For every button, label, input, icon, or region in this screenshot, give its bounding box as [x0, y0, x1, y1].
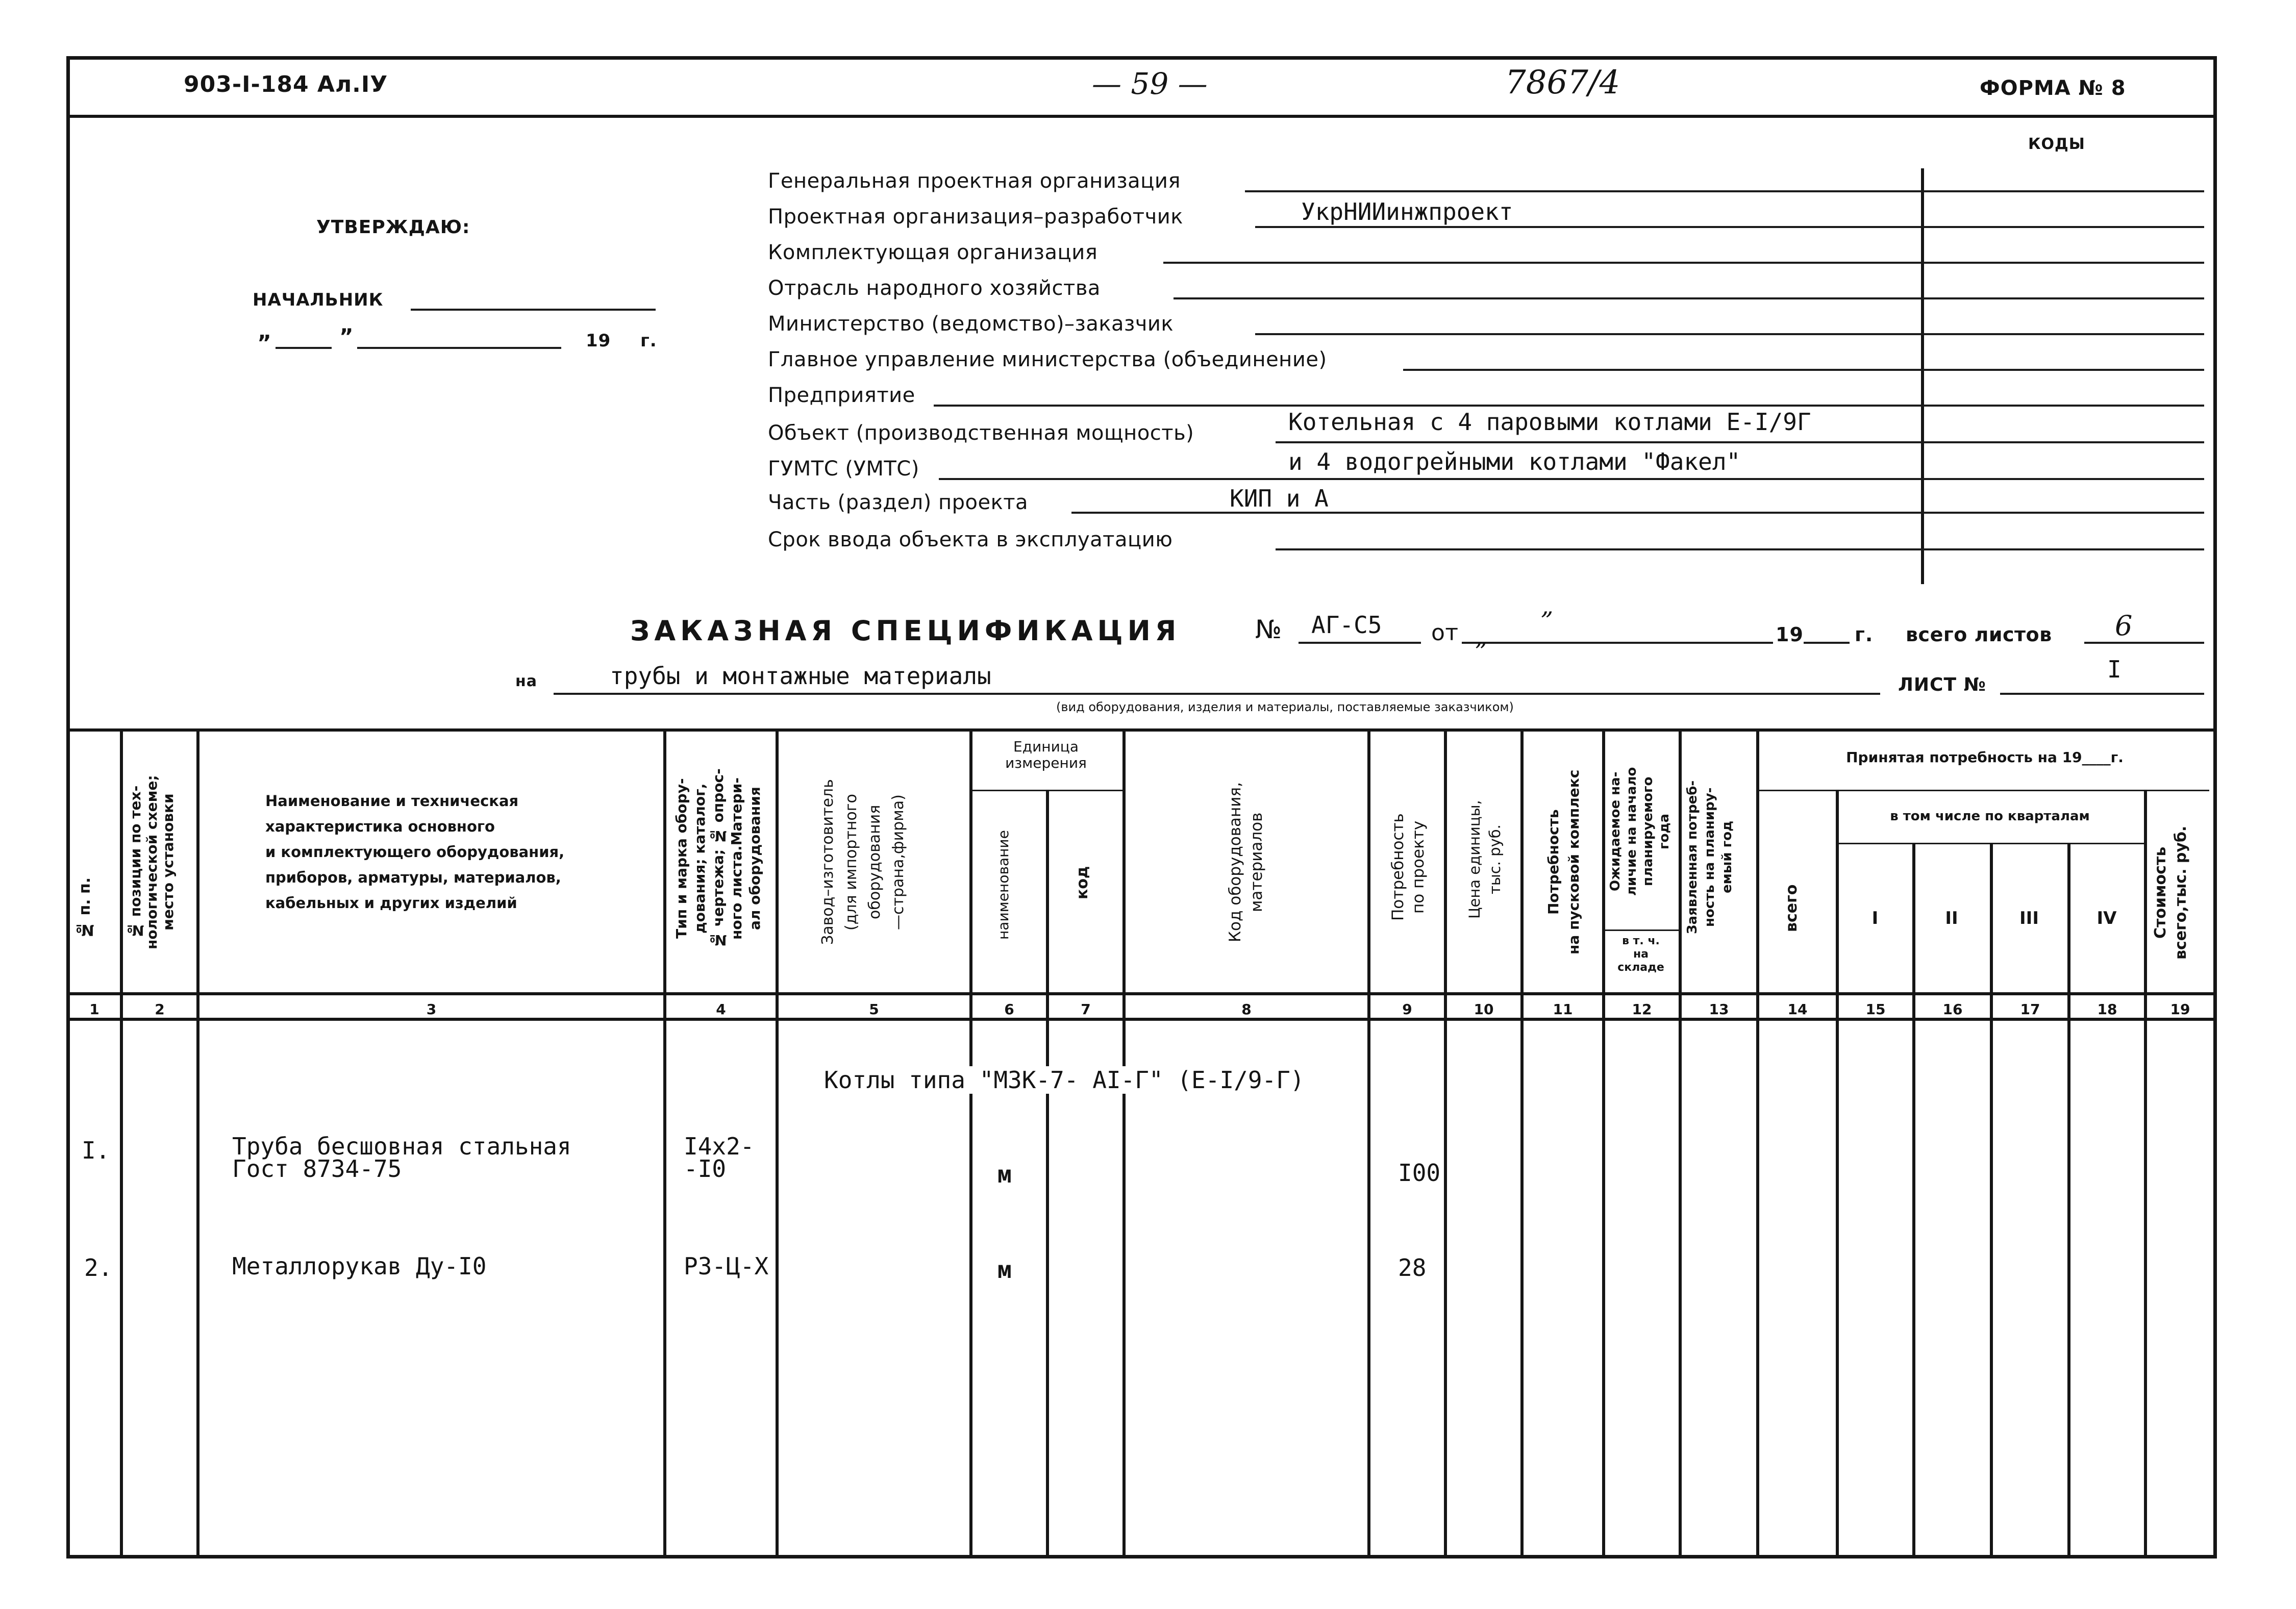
spec-on-line [554, 693, 1880, 695]
header-quarters-group: в том числе по кварталам [1890, 809, 2090, 824]
colnum-1: 1 [89, 1001, 99, 1018]
colnum-15: 15 [1865, 1001, 1886, 1018]
form-number: ФОРМА № 8 [1980, 77, 2126, 100]
org-deadline-label: Срок ввода объекта в эксплуатацию [768, 528, 1173, 551]
col-div-3 [663, 728, 666, 1558]
header-c5: Завод–изготовитель (для импортного оборудования —страна,фирма) [819, 779, 907, 945]
col-div-2 [196, 728, 199, 1558]
group-note: Котлы типа "МЗК-7- АI-Г" (Е-I/9-Г) [824, 1066, 1308, 1094]
header-c9: Потребность по проекту [1389, 813, 1428, 921]
codes-label: КОДЫ [2028, 135, 2085, 153]
col-div-11 [1602, 728, 1605, 1558]
org-supplier-label: Комплектующая организация [768, 241, 1098, 264]
org-developer-label: Проектная организация–разработчик [768, 205, 1183, 229]
header-c15: I [1871, 908, 1879, 928]
spec-date-line [1462, 642, 1773, 644]
org-object-line [1276, 441, 2204, 443]
header-c10: Цена единицы, тыс. руб. [1466, 800, 1504, 919]
org-object-value: Котельная с 4 паровыми котлами Е-I/9Г [1288, 408, 1811, 436]
row-1-qty: I00 [1398, 1159, 1441, 1187]
need-group-line [1756, 790, 2209, 791]
approve-month-line [357, 347, 561, 349]
header-c2: № позиции по тех- нологической схеме; место установки [127, 775, 177, 949]
org-gumts-value: и 4 водогрейными котлами "Факел" [1288, 448, 1741, 475]
spec-on-label: на [515, 672, 537, 690]
colnum-bottom-line [66, 1018, 2217, 1021]
spec-on-value: трубы и монтажные материалы [610, 662, 991, 690]
org-supplier-line [1163, 262, 2204, 264]
colnum-12: 12 [1632, 1001, 1652, 1018]
sheet-value: I [2107, 656, 2122, 683]
colnum-16: 16 [1942, 1001, 1963, 1018]
org-ministry-label: Министерство (ведомство)–заказчик [768, 312, 1174, 336]
org-developer-line [1255, 226, 2204, 228]
org-general-line [1245, 190, 2204, 192]
org-part-label: Часть (раздел) проекта [768, 491, 1029, 514]
spec-quote-close: ” [1475, 638, 1487, 666]
colnum-7: 7 [1081, 1001, 1091, 1018]
archive-number: 7867/4 [1505, 64, 1620, 102]
header-c6: наименование [995, 830, 1012, 940]
colnum-10: 10 [1474, 1001, 1494, 1018]
col-div-6 [1046, 790, 1049, 1558]
colnum-17: 17 [2020, 1001, 2040, 1018]
row-1-type: I4x2- -I0 [684, 1133, 755, 1183]
header-c12: Ожидаемое на- личие на начало планируемого года [1608, 767, 1672, 896]
header-unit-group: Единица измерения [1005, 738, 1087, 771]
org-general-label: Генеральная проектная организация [768, 169, 1181, 193]
header-c12b: в т. ч. на складе [1617, 935, 1664, 974]
spec-year-line [1804, 642, 1850, 644]
org-deadline-line [1276, 548, 2204, 550]
spec-on-caption: (вид оборудования, изделия и материалы, поставляемые заказчиком) [1056, 700, 1514, 714]
org-department-label: Главное управление министерства (объединение) [768, 348, 1327, 371]
header-c14: всего [1783, 884, 1801, 932]
header-c7: код [1074, 866, 1091, 899]
colnum-13: 13 [1709, 1001, 1729, 1018]
col-div-1 [120, 728, 123, 1558]
row-2-qty: 28 [1398, 1254, 1427, 1281]
table-top-line [66, 728, 2217, 732]
org-industry-label: Отрасль народного хозяйства [768, 276, 1101, 300]
colnum-3: 3 [426, 1001, 437, 1018]
org-developer-value: УкрНИИинжпроект [1301, 198, 1513, 225]
col-div-5 [969, 728, 972, 1558]
org-part-value: КИП и А [1230, 485, 1329, 512]
sheet-line [2000, 693, 2204, 695]
col-div-16 [1990, 843, 1993, 1558]
header-c1: № п. п. [76, 877, 94, 939]
spec-number-label: № [1255, 615, 1283, 644]
row-2-name: Металлорукав Ду-I0 [232, 1252, 487, 1280]
colnum-18: 18 [2097, 1001, 2117, 1018]
col-div-12 [1679, 728, 1682, 1558]
org-enterprise-line [934, 405, 2204, 407]
row-1-unit: м [997, 1161, 1012, 1188]
spec-title: ЗАКАЗНАЯ СПЕЦИФИКАЦИЯ [630, 615, 1181, 647]
org-gumts-line [939, 478, 2204, 480]
col-div-9 [1444, 728, 1447, 1558]
spec-sheets-label: всего листов [1906, 623, 2052, 646]
header-c4: Тип и марка обору- дования; каталог, № чертежа; № опрос- ного листа.Матери- ал оборудования [673, 768, 763, 949]
colnum-5: 5 [869, 1001, 879, 1018]
org-gumts-label: ГУМТС (УМТС) [768, 457, 919, 481]
approve-year: 19 [586, 331, 611, 351]
spec-from-label: от [1431, 620, 1459, 646]
col-div-15 [1912, 843, 1915, 1558]
sheet-label: ЛИСТ № [1898, 674, 1986, 695]
colnum-top-line [66, 992, 2217, 995]
org-enterprise-label: Предприятие [768, 384, 915, 407]
col-div-8 [1367, 728, 1370, 1558]
org-object-label: Объект (производственная мощность) [768, 421, 1194, 445]
header-c18: IV [2097, 908, 2117, 928]
colnum-11: 11 [1553, 1001, 1573, 1018]
org-department-line [1403, 369, 2204, 371]
document-code: 903-I-184 Ал.IУ [184, 71, 388, 97]
org-industry-line [1174, 297, 2204, 299]
col-div-4 [776, 728, 779, 1558]
row-1-name: Труба бесшовная стальная Гост 8734-75 [232, 1133, 571, 1183]
spec-number-value: АГ-С5 [1311, 611, 1382, 639]
header-c11: Потребность на пусковой комплекс [1545, 769, 1582, 955]
col-div-14 [1836, 790, 1839, 1558]
row-2-type: РЗ-Ц-Х [684, 1252, 769, 1280]
colnum-6: 6 [1004, 1001, 1014, 1018]
colnum-2: 2 [155, 1001, 165, 1018]
spec-sheets-line [2084, 642, 2204, 644]
spec-year-label: 19 [1776, 623, 1804, 646]
row-1-number: I. [82, 1137, 110, 1164]
spec-sheets-value: 6 [2115, 610, 2133, 642]
col-div-18 [2144, 790, 2147, 1558]
row-2-unit: м [997, 1256, 1012, 1284]
col-div-10 [1520, 728, 1524, 1558]
row-2-number: 2. [84, 1254, 113, 1281]
spec-number-line [1299, 642, 1421, 644]
chief-line [411, 309, 656, 311]
col-div-17 [2067, 843, 2070, 1558]
org-ministry-line [1255, 333, 2204, 335]
header-c16: II [1945, 908, 1958, 928]
colnum-19: 19 [2170, 1001, 2190, 1018]
codes-divider [1921, 168, 1924, 584]
header-need-group: Принятая потребность на 19____г. [1846, 749, 2124, 766]
approve-day-line [276, 347, 332, 349]
stock-line [1602, 929, 1679, 931]
col-div-13 [1756, 728, 1759, 1558]
col-div-7 [1122, 728, 1126, 1558]
colnum-4: 4 [716, 1001, 726, 1018]
spec-quote-open: „ [1541, 592, 1554, 620]
header-c3: Наименование и техническая характеристика основного и комплектующего оборудования, приборов, арматуры, материалов, кабельных и других изделий [265, 792, 565, 912]
header-c17: III [2019, 908, 2039, 928]
header-c13: Заявленная потреб- ность на планиру- емый год [1685, 780, 1735, 934]
colnum-14: 14 [1787, 1001, 1808, 1018]
approve-quote-close: ” [339, 324, 354, 349]
top-divider [66, 115, 2217, 118]
header-c19: Стоимость всего,тыс. руб. [2152, 825, 2190, 960]
colnum-8: 8 [1241, 1001, 1252, 1018]
header-c8: Код оборудования, материалов [1226, 782, 1266, 942]
approve-year-suffix: г. [640, 331, 657, 351]
spec-year-suffix: г. [1855, 623, 1874, 646]
colnum-9: 9 [1402, 1001, 1412, 1018]
approve-label: УТВЕРЖДАЮ: [316, 217, 470, 238]
approve-quote-open: „ [258, 319, 272, 344]
page-number: — 59 — [1092, 66, 1208, 101]
chief-label: НАЧАЛЬНИК [253, 290, 384, 310]
